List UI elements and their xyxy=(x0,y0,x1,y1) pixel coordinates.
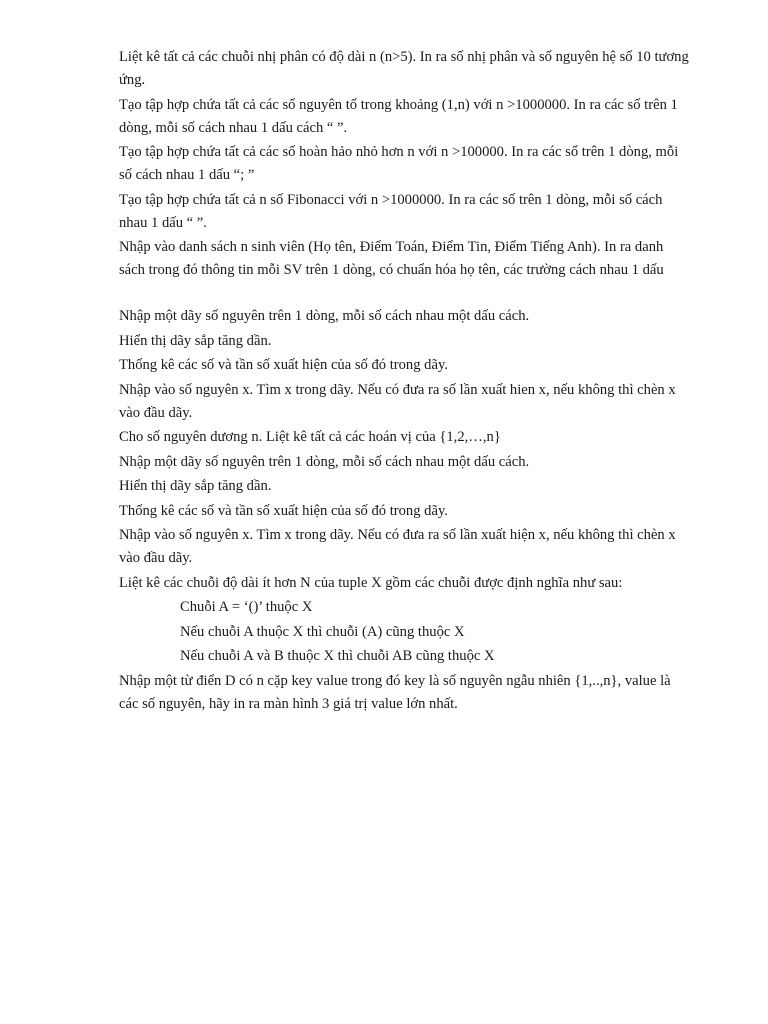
paragraph-perfect-numbers: Tạo tập hợp chứa tất cả các số hoàn hảo nhỏ hơn n với n >100000. In ra các số trên 1 dòng, mỗi số cách nhau 1 dấu “; ” xyxy=(119,144,679,183)
paragraph-frequency-2: Thống kê các số và tần số xuất hiện của số đó trong dãy. xyxy=(119,502,448,519)
paragraph-permutations: Cho số nguyên dương n. Liệt kê tất cả các hoán vị của {1,2,…,n} xyxy=(119,429,501,445)
paragraph-prime-set: Tạo tập hợp chứa tất cả các số nguyên tố trong khoảng (1,n) với n >1000000. In ra các số trên 1 dòng, mỗi số cách nhau 1 dấu cách “ ”. xyxy=(119,96,678,136)
paragraph-rule-2: Nếu chuỗi A thuộc X thì chuỗi (A) cũng thuộc X xyxy=(180,623,465,640)
paragraph-sort-ascending-2: Hiển thị dãy sắp tăng dần. xyxy=(119,478,272,494)
paragraph-student-list: Nhập vào danh sách n sinh viên (Họ tên, Điểm Toán, Điểm Tin, Điểm Tiếng Anh). In ra danh sách trong đó thông tin mỗi SV trên 1 dòng, có chuẩn hóa họ tên, các trường cách nhau 1 dấu xyxy=(119,239,664,278)
paragraph-input-sequence-2: Nhập một dãy số nguyên trên 1 dòng, mỗi số cách nhau một dấu cách. xyxy=(119,453,530,470)
paragraph-frequency-1: Thống kê các số và tần số xuất hiện của số đó trong dãy. xyxy=(119,357,448,373)
paragraph-rule-1: Chuỗi A = ‘()’ thuộc X xyxy=(180,599,313,615)
paragraph-input-sequence-1: Nhập một dãy số nguyên trên 1 dòng, mỗi số cách nhau một dấu cách. xyxy=(119,308,530,324)
paragraph-sort-ascending-1: Hiển thị dãy sắp tăng dần. xyxy=(119,332,272,349)
paragraph-rule-3: Nếu chuỗi A và B thuộc X thì chuỗi AB cũng thuộc X xyxy=(180,648,495,664)
paragraph-fibonacci: Tạo tập hợp chứa tất cả n số Fibonacci với n >1000000. In ra các số trên 1 dòng, mỗi số cách nhau 1 dấu “ ”. xyxy=(119,191,663,231)
document-page xyxy=(119,46,689,717)
paragraph-binary-strings: Liệt kê tất cả các chuỗi nhị phân có độ dài n (n>5). In ra số nhị phân và số nguyên hệ số 10 tương ứng. xyxy=(119,49,689,88)
paragraph-tuple-strings: Liệt kê các chuỗi độ dài ít hơn N của tuple X gồm các chuỗi được định nghĩa như sau: xyxy=(119,574,623,591)
paragraph-find-x-1: Nhập vào số nguyên x. Tìm x trong dãy. Nếu có đưa ra số lần xuất hien x, nếu không thì chèn x vào đầu dãy. xyxy=(119,381,676,421)
paragraph-dictionary: Nhập một từ điển D có n cặp key value trong đó key là số nguyên ngẫu nhiên {1,..,n}, value là các số nguyên, hãy in ra màn hình 3 giá trị value lớn nhất. xyxy=(119,672,671,712)
paragraph-find-x-2: Nhập vào số nguyên x. Tìm x trong dãy. Nếu có đưa ra số lần xuất hiện x, nếu không thì chèn x vào đầu dãy. xyxy=(119,527,676,566)
